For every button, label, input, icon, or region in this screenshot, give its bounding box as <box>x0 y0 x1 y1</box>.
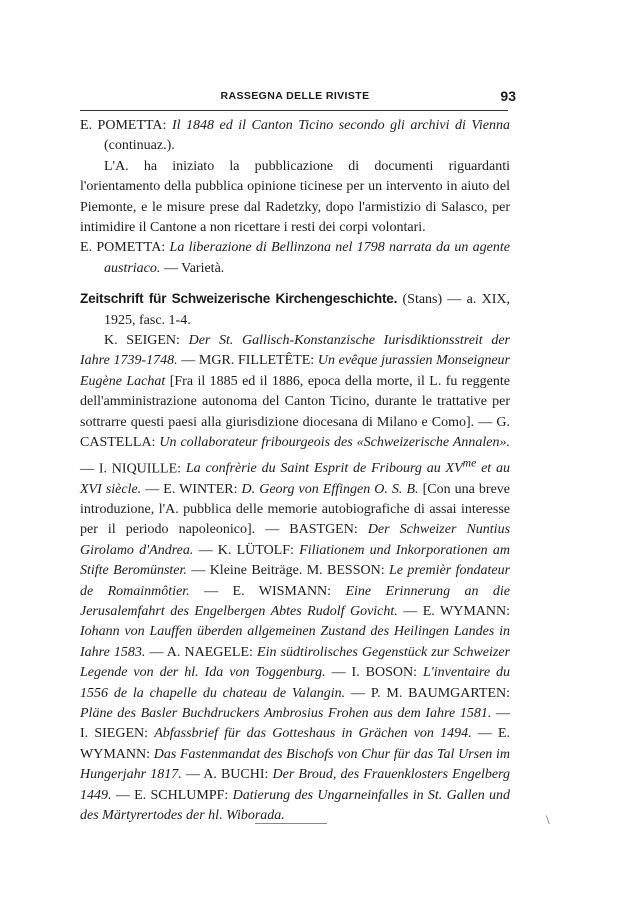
article-title: Filiationem und Inkorporationen am Stifte Beromünster. <box>80 542 510 579</box>
running-head <box>80 88 516 108</box>
body-text <box>80 116 510 826</box>
note: (continuaz.). <box>104 138 175 154</box>
author: K. SEIGEN: <box>104 333 180 349</box>
margin-mark: \ <box>546 812 550 827</box>
article-title: Le premièr fondateur de Romainmôtier. <box>80 563 511 599</box>
article-title: Il 1848 ed il Canton Ticino secondo gli archivi di Vienna <box>171 118 511 133</box>
article-title: Un collaborateur fribourgeois des «Schweizerische Annalen». <box>159 435 510 451</box>
section-label: — Varietà. <box>163 260 225 276</box>
article-title: D. Georg von Effingen O. S. B. <box>241 481 419 497</box>
author: — K. LÜTOLF: <box>198 542 294 558</box>
journal-place: (Stans) — a. XIX, <box>402 292 510 308</box>
author: — Kleine Beiträge. M. BESSON: <box>191 563 385 579</box>
journal-contents <box>80 331 510 826</box>
entry-pometta-bellinzona <box>80 238 510 279</box>
author: — I. SIEGEN: <box>80 706 510 742</box>
article-title: Ein südtirolisches Gegenstück zur Schweizer Legende von der hl. Ida von Toggenburg. <box>80 644 511 681</box>
article-title: Datierung des Ungarneinfalles in St. Gallen und des Märtyrertodes der hl. Wiborada. <box>80 787 511 824</box>
author: — E. WISMANN: <box>204 583 332 599</box>
article-title: L'inventaire du 1556 de la chapelle du chateau de Valangin. <box>80 665 511 701</box>
article-title: Pläne des Basler Buchdruckers Ambrosius Frohen aus dem Iahre 1581. <box>80 706 492 722</box>
article-title: La liberazione di Bellinzona nel 1798 narrata da un agente austriaco. <box>104 240 511 276</box>
journal-heading <box>80 289 510 331</box>
entry-pometta-1848 <box>80 116 510 157</box>
editorial-note: [Con una breve introduzione, l'A. pubblica delle memorie autobiografiche di assai interesse per il periodo napoleonico]. <box>80 481 511 538</box>
article-title: Un evêque jurassien Monseigneur Eugène Lachat <box>80 353 510 389</box>
page-number: 93 <box>500 88 516 104</box>
article-title: Das Fastenmandat des Bischofs von Chur für das Tal Ursen im Hungerjahr 1817. <box>80 746 510 783</box>
article-title: Abfassbrief für das Gotteshaus in Grächen von 1494. <box>154 726 472 742</box>
article-title: Eine Erinnerung an die Jerusalemfahrt des Engelbergen Abtes Rudolf Govicht. <box>80 583 511 619</box>
author: — G. CASTELLA: <box>80 414 511 451</box>
header-rule <box>80 110 508 111</box>
article-title: Der St. Gallisch-Konstanzische Iurisdiktionsstreit der Iahre 1739-1748. <box>80 333 511 369</box>
journal-name: Zeitschrift für Schweizerische Kirchengeschichte. <box>80 291 398 307</box>
title-part: et au XVI siècle. <box>80 461 511 497</box>
author: E. POMETTA: <box>80 118 167 133</box>
running-title: RASSEGNA DELLE RIVISTE <box>220 90 370 102</box>
author: — E. WINTER: <box>145 481 238 497</box>
author: — BASTGEN: <box>265 522 358 538</box>
article-title: Der Schweizer Nuntius Girolamo d'Andrea. <box>80 522 511 558</box>
article-title: Iohann von Lauffen überden allgemeinen Zustand des Heilingen Landes in Iahre 1583. <box>80 624 510 660</box>
closing-rule <box>255 823 327 824</box>
editorial-note: [Fra il 1885 ed il 1886, epoca della morte, il L. fu reggente dell'amministrazione autonoma del Canton Ticino, durante le trattative per sottrarre questi paesi alla giurisdizione diocesana di Milano e Como]. <box>80 373 511 430</box>
author: E. POMETTA: <box>80 240 166 256</box>
superscript: me <box>462 456 477 470</box>
author: — E. WYMANN: <box>403 604 510 619</box>
author: — E. SCHLUMPF: <box>115 787 229 803</box>
author: — P. M. BAUMGARTEN: <box>351 685 511 701</box>
author: — MGR. FILLETÊTE: <box>181 353 315 369</box>
author: — I. BOSON: <box>331 665 418 681</box>
author: — A. NAEGELE: <box>149 644 253 660</box>
author: — E. WYMANN: <box>80 726 511 762</box>
entry-summary: L'A. ha iniziato la pubblicazione di documenti riguardanti l'orientamento della pubblica opinione ticinese per un intervento in aiuto del Piemonte, e le misure prese dal Radetzky, dopo l'armistizio di Salasco, per intimidire il Cantone a non ricettare i resti dei corpi volontari. <box>80 158 510 236</box>
title-part: La confrèrie du Saint Esprit de Fribourg au XV <box>185 461 463 477</box>
article-title: Der Broud, des Frauenklosters Engelberg 1449. <box>80 767 510 803</box>
author: — I. NIQUILLE: <box>80 461 182 477</box>
author: — A. BUCHI: <box>185 767 269 783</box>
journal-issue: 1925, fasc. 1-4. <box>104 312 191 328</box>
